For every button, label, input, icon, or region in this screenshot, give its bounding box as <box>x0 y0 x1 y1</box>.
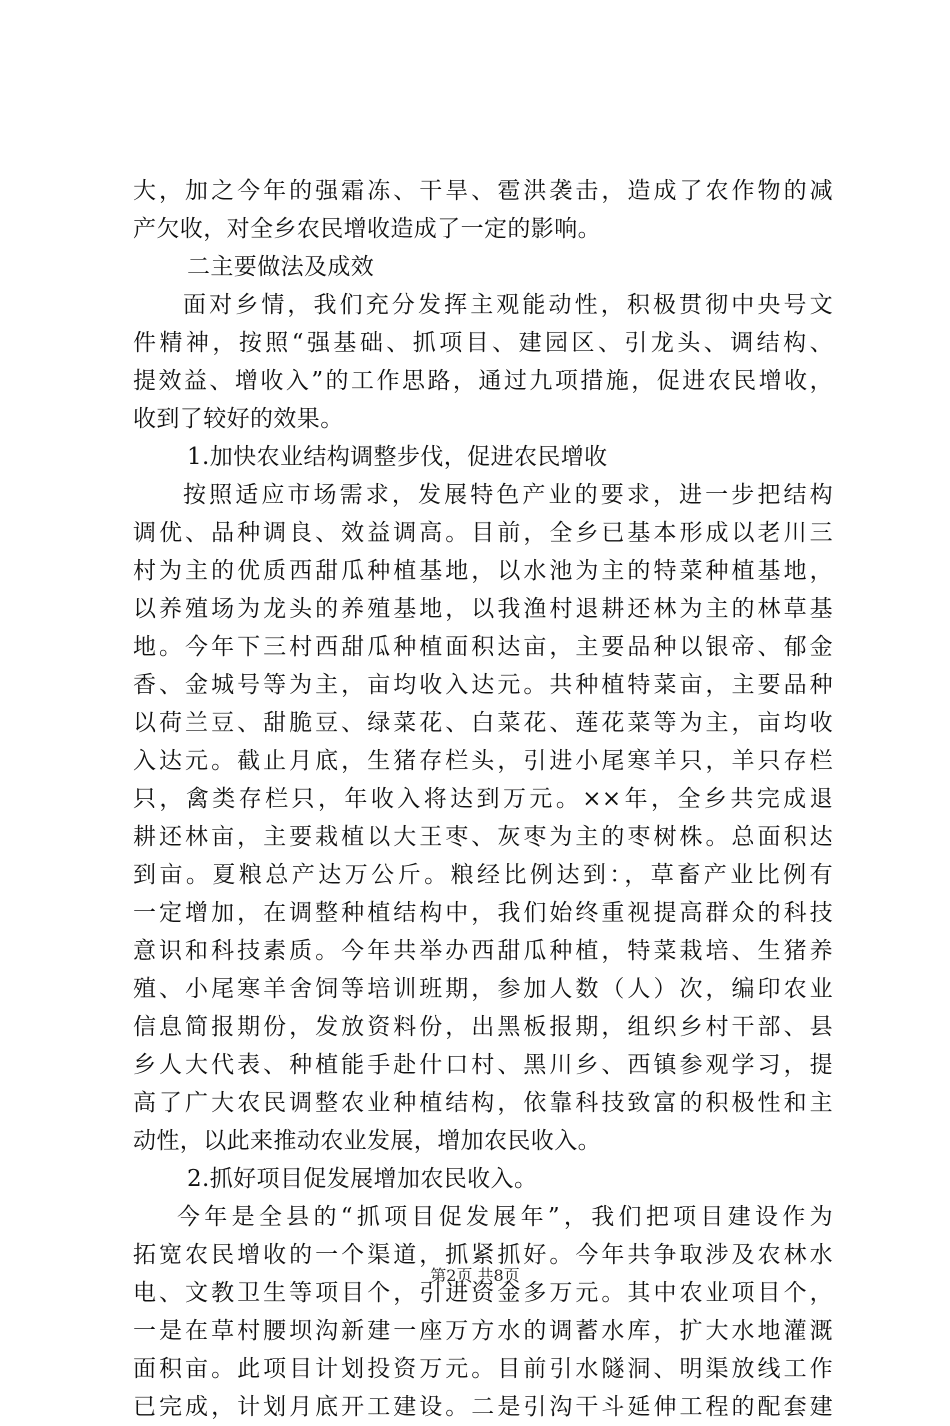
text-line: 面积亩。此项目计划投资万元。目前引水隧洞、明渠放线工作 <box>133 1356 833 1382</box>
text-line: 以荷兰豆、甜脆豆、绿菜花、白菜花、莲花菜等为主，亩均收 <box>133 710 833 736</box>
text-line: 调优、品种调良、效益调高。目前，全乡已基本形成以老川三 <box>133 520 833 546</box>
text-line: 意识和科技素质。今年共举办西甜瓜种植，特菜栽培、生猪养 <box>133 938 833 964</box>
text-line: 高了广大农民调整农业种植结构，依靠科技致富的积极性和主 <box>133 1090 833 1116</box>
subsection-heading: 1.加快农业结构调整步伐，促进农民增收 <box>187 444 608 470</box>
text-line: 入达元。截止月底，生猪存栏头，引进小尾寒羊只，羊只存栏 <box>133 748 833 774</box>
text-line: 今年是全县的“抓项目促发展年”，我们把项目建设作为 <box>177 1204 833 1230</box>
text-line: 殖、小尾寒羊舍饲等培训班期，参加人数（人）次，编印农业 <box>133 976 833 1002</box>
text-line: 只，禽类存栏只，年收入将达到万元。××年，全乡共完成退 <box>133 786 833 812</box>
text-line: 村为主的优质西甜瓜种植基地，以水池为主的特菜种植基地， <box>133 558 833 584</box>
text-line: 面对乡情，我们充分发挥主观能动性，积极贯彻中央号文 <box>183 292 833 318</box>
text-line: 件精神，按照“强基础、抓项目、建园区、引龙头、调结构、 <box>133 330 833 356</box>
text-line: 提效益、增收入”的工作思路，通过九项措施，促进农民增收， <box>133 368 833 394</box>
section-heading: 二主要做法及成效 <box>187 254 375 280</box>
text-line: 香、金城号等为主，亩均收入达元。共种植特菜亩，主要品种 <box>133 672 833 698</box>
text-line: 乡人大代表、种植能手赴什口村、黑川乡、西镇参观学习，提 <box>133 1052 833 1078</box>
text-line: 到亩。夏粮总产达万公斤。粮经比例达到：，草畜产业比例有 <box>133 862 833 888</box>
page-number: 第2页 共8页 <box>430 1266 520 1285</box>
text-line: 按照适应市场需求，发展特色产业的要求，进一步把结构 <box>183 482 833 508</box>
text-line: 电、文教卫生等项目个，引进资金多万元。其中农业项目个， <box>133 1280 833 1306</box>
text-line: 以养殖场为龙头的养殖基地，以我渔村退耕还林为主的林草基 <box>133 596 833 622</box>
text-line: 拓宽农民增收的一个渠道，抓紧抓好。今年共争取涉及农林水 <box>133 1242 833 1268</box>
body-text <box>133 172 833 1426</box>
text-line: 已完成，计划月底开工建设。二是引沟干斗延伸工程的配套建 <box>133 1394 833 1420</box>
text-line: 地。今年下三村西甜瓜种植面积达亩，主要品种以银帝、郁金 <box>133 634 833 660</box>
text-line: 收到了较好的效果。 <box>133 406 344 432</box>
text-line: 产欠收，对全乡农民增收造成了一定的影响。 <box>133 216 601 242</box>
text-line: 一是在草村腰坝沟新建一座万方水的调蓄水库，扩大水地灌溉 <box>133 1318 833 1344</box>
text-line: 耕还林亩，主要栽植以大王枣、灰枣为主的枣树株。总面积达 <box>133 824 833 850</box>
text-line: 动性，以此来推动农业发展，增加农民收入。 <box>133 1128 601 1154</box>
text-line: 信息简报期份，发放资料份，出黑板报期，组织乡村干部、县 <box>133 1014 833 1040</box>
text-line: 大，加之今年的强霜冻、干旱、雹洪袭击，造成了农作物的减 <box>133 178 833 204</box>
subsection-heading: 2.抓好项目促发展增加农民收入。 <box>187 1166 538 1192</box>
page-footer <box>0 1266 950 1286</box>
text-line: 一定增加，在调整种植结构中，我们始终重视提高群众的科技 <box>133 900 833 926</box>
